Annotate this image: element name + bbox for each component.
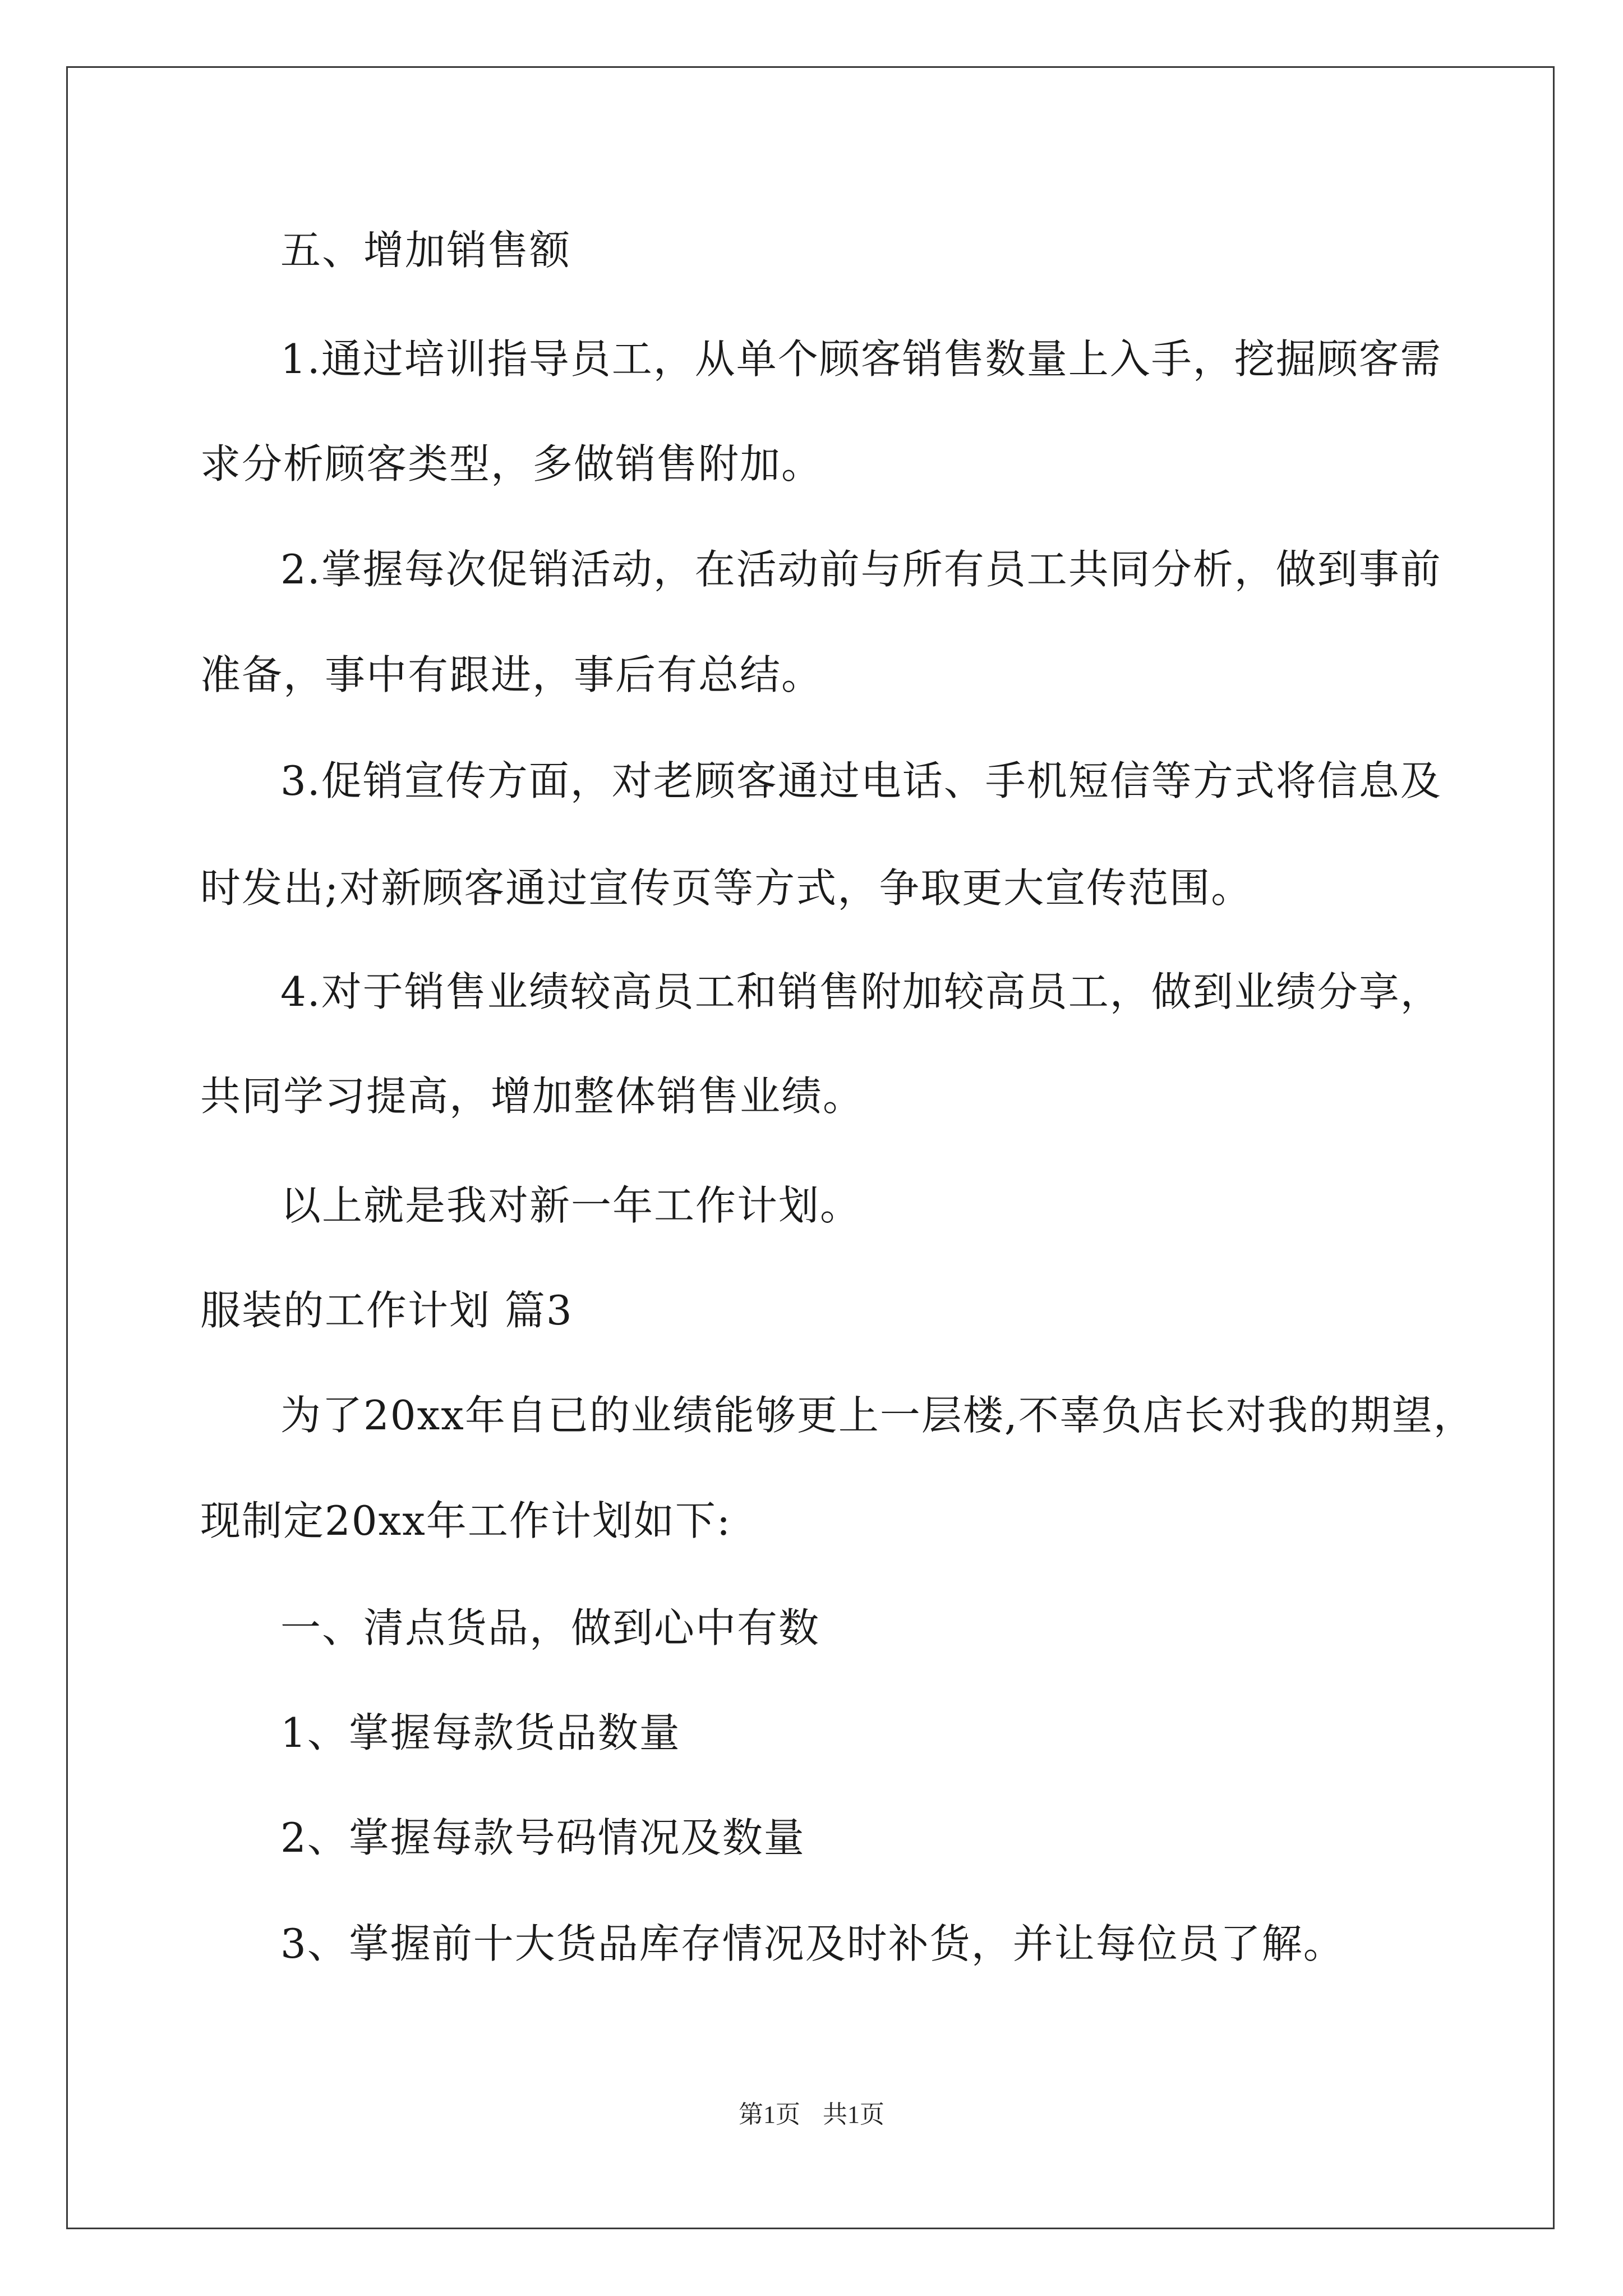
- paragraph-line: 求分析顾客类型，多做销售附加。: [200, 440, 823, 487]
- list-item: 3、掌握前十大货品库存情况及时补货，并让每位员了解。: [280, 1920, 1345, 1967]
- paragraph-line: 现制定20xx年工作计划如下:: [200, 1497, 732, 1544]
- paragraph-line: 2.掌握每次促销活动，在活动前与所有员工共同分析，做到事前: [280, 546, 1442, 593]
- paragraph-line: 准备，事中有跟进，事后有总结。: [200, 651, 823, 698]
- paragraph-line: 3.促销宣传方面，对老顾客通过电话、手机短信等方式将信息及: [280, 757, 1442, 804]
- list-item: 1、掌握每款货品数量: [280, 1709, 681, 1756]
- article-heading: 服装的工作计划 篇3: [200, 1287, 573, 1334]
- paragraph-line: 4.对于销售业绩较高员工和销售附加较高员工，做到业绩分享，: [280, 968, 1442, 1015]
- paragraph-line: 1.通过培训指导员工，从单个顾客销售数量上入手，挖掘顾客需: [280, 335, 1442, 383]
- section-heading-inventory: 一、清点货品，做到心中有数: [280, 1604, 820, 1651]
- paragraph-line: 以上就是我对新一年工作计划。: [280, 1182, 862, 1229]
- page-border: [66, 66, 1555, 2229]
- page-number-current: 第1页: [739, 2101, 800, 2128]
- paragraph-line: 时发出;对新顾客通过宣传页等方式，争取更大宣传范围。: [200, 864, 1253, 912]
- page-footer: [0, 2098, 1623, 2132]
- paragraph-line: 为了20xx年自已的业绩能够更上一层楼,不辜负店长对我的期望，: [280, 1392, 1475, 1439]
- list-item: 2、掌握每款号码情况及数量: [280, 1814, 805, 1861]
- paragraph-line: 共同学习提高，增加整体销售业绩。: [200, 1073, 865, 1120]
- page-number-total: 共1页: [823, 2101, 884, 2128]
- section-heading-increase-sales: 五、增加销售额: [280, 227, 571, 274]
